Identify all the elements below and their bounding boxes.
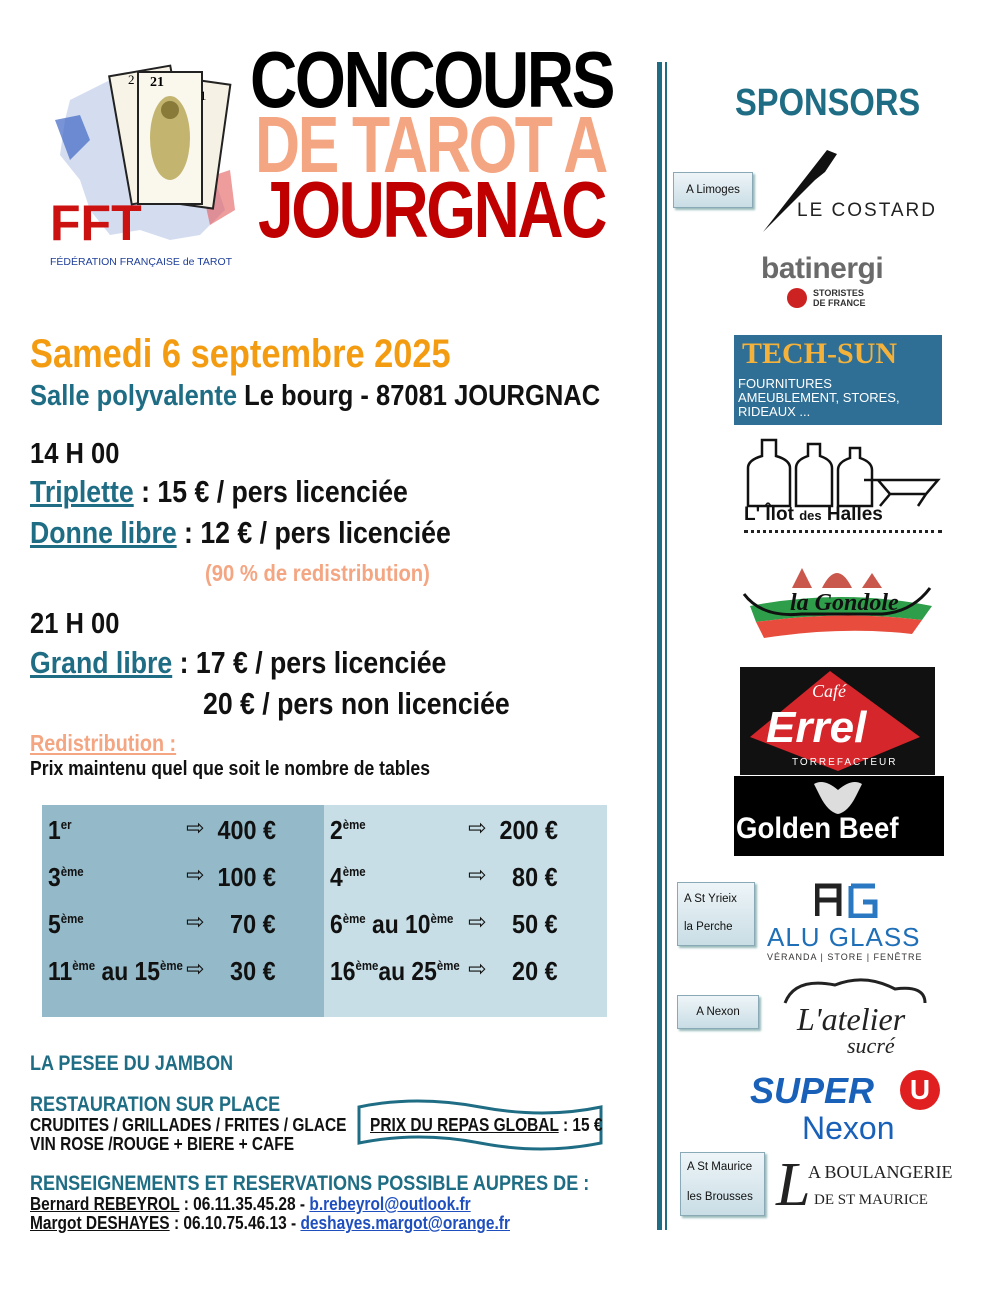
location-st-maurice: A St Maurice les Brousses xyxy=(680,1152,765,1216)
prize-amount: 20 € xyxy=(512,956,558,986)
repas-label: PRIX DU REPAS GLOBAL xyxy=(370,1115,559,1135)
contact-name-2: Margot DESHAYES xyxy=(30,1213,170,1233)
prize-row xyxy=(42,956,322,996)
grand-libre-line xyxy=(30,645,446,681)
prize-amount: 80 € xyxy=(512,862,558,892)
arrow-icon: ⇨ xyxy=(468,956,487,981)
contact-email-2[interactable]: deshayes.margot@orange.fr xyxy=(300,1213,510,1233)
session2-time: 21 H 00 xyxy=(30,608,120,640)
prize-row xyxy=(324,909,604,949)
contact-row-2 xyxy=(30,1213,510,1234)
grand-libre-label: Grand libre xyxy=(30,645,173,680)
prize-note: Prix maintenu quel que soit le nombre de tables xyxy=(30,758,431,780)
prize-row xyxy=(42,909,322,949)
fft-logo xyxy=(50,60,250,275)
prize-amount: 400 € xyxy=(217,815,276,845)
arrow-icon: ⇨ xyxy=(186,815,205,840)
prize-rank: 1er xyxy=(48,815,72,845)
prize-row xyxy=(42,862,322,902)
prize-rank: 11ème au 15ème xyxy=(48,956,183,986)
redistribution-heading: Redistribution : xyxy=(30,730,177,756)
sponsor-tech-sun: TECH-SUN FOURNITURES AMEUBLEMENT, STORES, RIDEAUX ... xyxy=(734,335,942,425)
repas-price: : 15 € xyxy=(558,1115,603,1135)
certified-badge-icon xyxy=(787,288,807,308)
sponsor-super-u: SUPER U Nexon xyxy=(750,1068,945,1150)
svg-text:FÉDÉRATION FRANÇAISE de TAROT: FÉDÉRATION FRANÇAISE de TAROT xyxy=(50,256,233,268)
triplette-label: Triplette xyxy=(30,474,134,509)
arrow-icon: ⇨ xyxy=(186,909,205,934)
prize-rank: 5ème xyxy=(48,909,84,939)
prize-amount: 100 € xyxy=(217,862,276,892)
prize-rank: 2ème xyxy=(330,815,366,845)
arrow-icon: ⇨ xyxy=(186,956,205,981)
arrow-icon: ⇨ xyxy=(468,862,487,887)
sponsor-ilot-des-halles: L' Îlot des Halles xyxy=(740,438,945,538)
contact-phone-2: : 06.10.75.46.13 - xyxy=(169,1213,301,1233)
arrow-icon: ⇨ xyxy=(468,815,487,840)
event-venue xyxy=(30,380,600,413)
ag-logo-icon xyxy=(815,882,885,918)
contact-email-1[interactable]: b.rebeyrol@outlook.fr xyxy=(309,1194,471,1214)
sponsor-le-costard: LE COSTARD xyxy=(755,142,945,237)
svg-text:1: 1 xyxy=(200,88,207,103)
sponsor-golden-beef: Golden Beef xyxy=(734,776,944,856)
prize-rank: 3ème xyxy=(48,862,84,892)
arrow-icon: ⇨ xyxy=(186,862,205,887)
column-divider xyxy=(657,62,669,1230)
donne-line xyxy=(30,515,451,551)
prize-amount: 70 € xyxy=(230,909,276,939)
prize-row xyxy=(324,956,604,996)
svg-text:2: 2 xyxy=(128,72,135,87)
sponsors-title: SPONSORS xyxy=(735,82,921,124)
prize-rank: 6ème au 10ème xyxy=(330,909,454,939)
location-limoges: A Limoges xyxy=(673,172,753,208)
prize-column-right xyxy=(324,805,607,1017)
prize-row xyxy=(324,815,604,855)
redistribution-note: (90 % de redistribution) xyxy=(205,560,430,586)
contact-phone-1: : 06.11.35.45.28 - xyxy=(179,1194,310,1214)
grand-libre-price: : 17 € / pers licenciée xyxy=(172,645,447,680)
repas-banner xyxy=(356,1097,604,1151)
venue-name: Salle polyvalente xyxy=(30,380,238,412)
location-nexon: A Nexon xyxy=(677,995,759,1029)
prize-row xyxy=(324,862,604,902)
menu-line-2: VIN ROSE /ROUGE + BIERE + CAFE xyxy=(30,1134,295,1154)
svg-text:FFT: FFT xyxy=(50,195,142,251)
jambon-heading: LA PESEE DU JAMBON xyxy=(30,1052,234,1075)
grand-libre-price-2: 20 € / pers non licenciée xyxy=(203,686,510,721)
sponsor-la-gondole: la Gondole xyxy=(742,548,936,648)
location-st-yrieix: A St Yrieix la Perche xyxy=(677,882,755,946)
title-line-3: JOURGNAC xyxy=(258,165,606,254)
bottles-icon xyxy=(740,438,945,510)
sponsor-atelier-sucre: L'atelier sucré xyxy=(775,975,935,1060)
donne-label: Donne libre xyxy=(30,515,177,550)
venue-address: Le bourg - 87081 JOURGNAC xyxy=(244,380,601,412)
restauration-heading: RESTAURATION SUR PLACE xyxy=(30,1093,281,1116)
session1-time: 14 H 00 xyxy=(30,438,120,470)
prize-row xyxy=(42,815,322,855)
title-line-1: CONCOURS xyxy=(250,35,614,124)
menu-line-1: CRUDITES / GRILLADES / FRITES / GLACE xyxy=(30,1115,347,1135)
prize-rank: 4ème xyxy=(330,862,366,892)
sponsor-batinergi: batinergi STORISTES DE FRANCE xyxy=(761,252,884,308)
sponsor-cafe-errel: Café Errel TORREFACTEUR xyxy=(740,667,935,775)
contact-row-1 xyxy=(30,1194,471,1215)
contact-name-1: Bernard REBEYROL xyxy=(30,1194,180,1214)
prize-amount: 50 € xyxy=(512,909,558,939)
prize-table xyxy=(42,805,607,1017)
svg-text:21: 21 xyxy=(150,75,164,90)
triplette-line xyxy=(30,474,408,510)
arrow-icon: ⇨ xyxy=(468,909,487,934)
triplette-price: : 15 € / pers licenciée xyxy=(133,474,408,509)
title-line-2: DE TAROT A xyxy=(255,100,606,189)
contacts-heading: RENSEIGNEMENTS ET RESERVATIONS POSSIBLE AUPRES DE : xyxy=(30,1172,590,1195)
repas-text xyxy=(370,1115,603,1136)
donne-price: : 12 € / pers licenciée xyxy=(176,515,451,550)
prize-amount: 200 € xyxy=(499,815,558,845)
prize-amount: 30 € xyxy=(230,956,276,986)
sponsor-alu-glass: ALU GLASS VÉRANDA | STORE | FENÊTRE xyxy=(765,882,935,962)
prize-column-left xyxy=(42,805,324,1017)
super-u-logo-icon: U xyxy=(900,1070,940,1110)
event-date: Samedi 6 septembre 2025 xyxy=(30,332,451,376)
sponsor-boulangerie: L A BOULANGERIE DE ST MAURICE xyxy=(776,1151,953,1219)
prize-rank: 16èmeau 25ème xyxy=(330,956,460,986)
